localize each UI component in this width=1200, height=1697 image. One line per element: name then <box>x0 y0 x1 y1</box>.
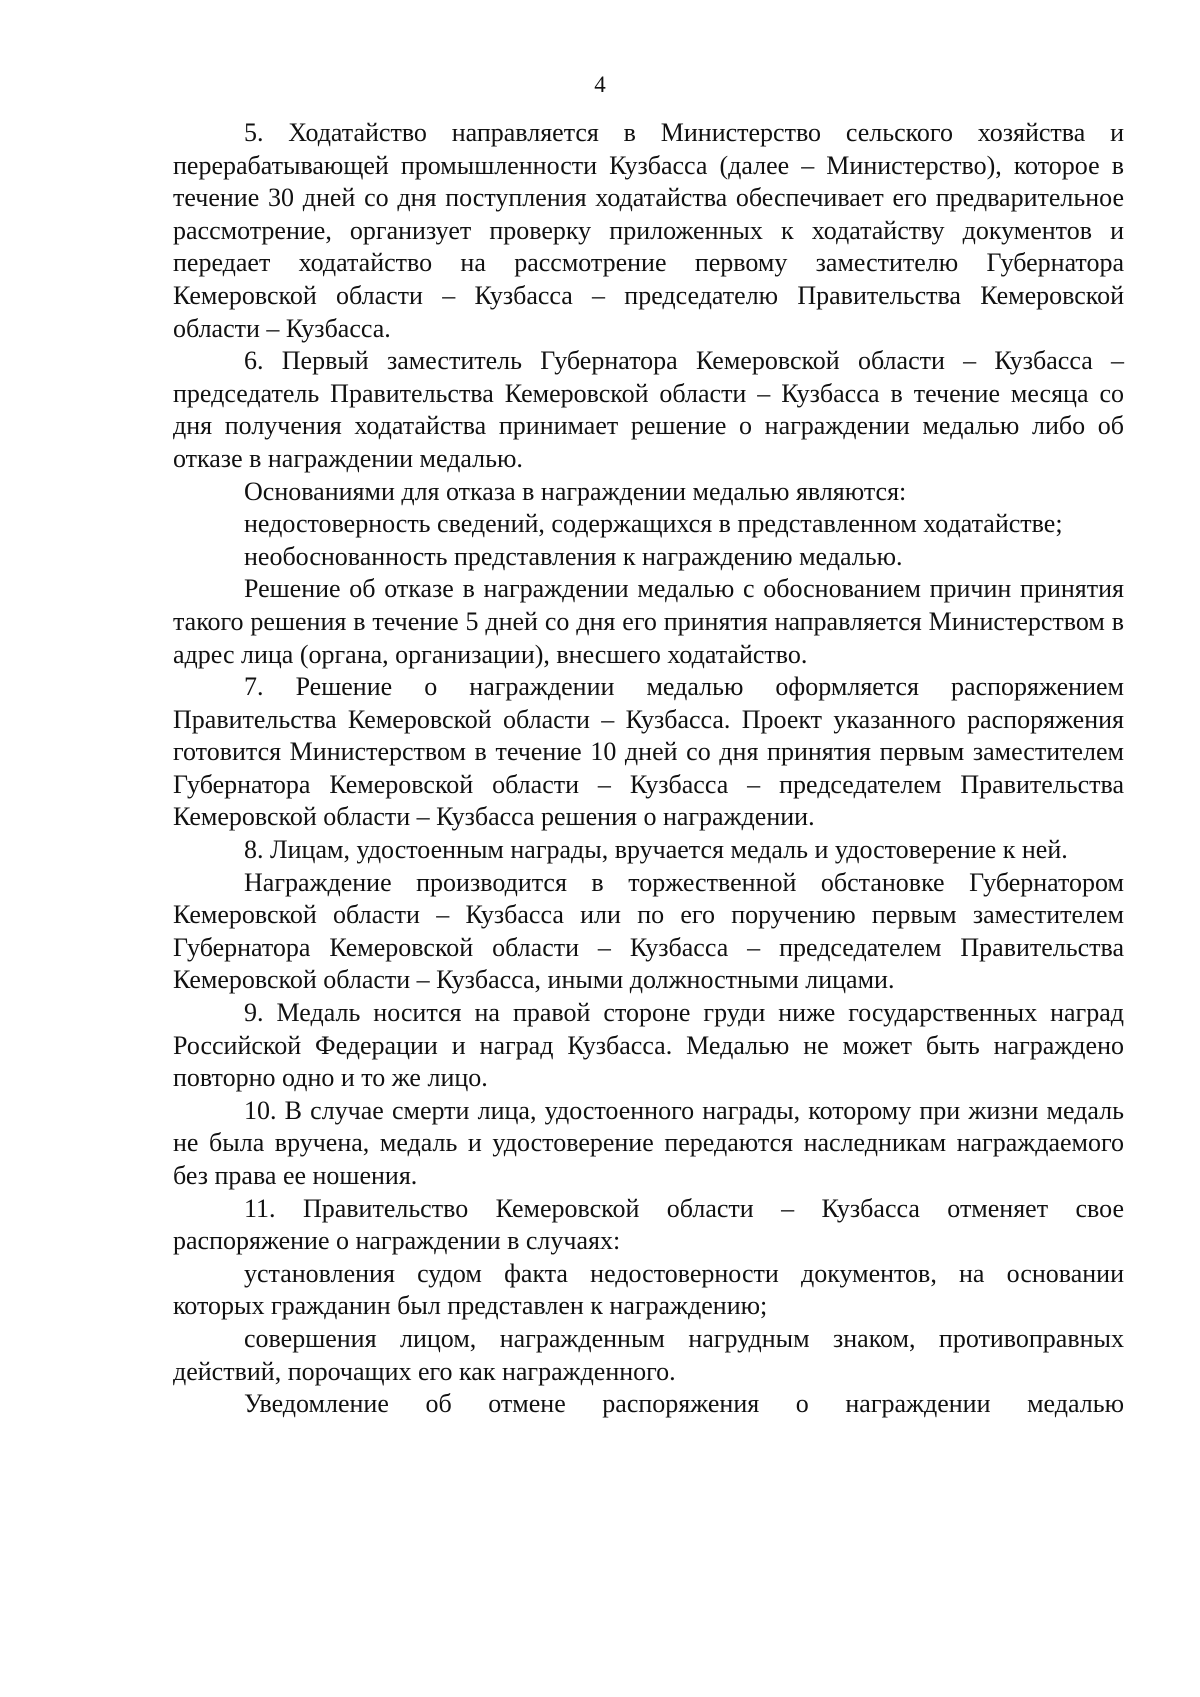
paragraph-item-5: 5. Ходатайство направляется в Министерство сельского хозяйства и перерабатывающей промышленности Кузбасса (далее – Министерство), которое в течение 30 дней со дня поступления ходатайства обеспечивает его предварительное рассмотрение, организует проверку приложенных к ходатайству документов и передает ходатайство на рассмотрение первому заместителю Губернатора Кемеровской области – Кузбасса – председателю Правительства Кемеровской области – Кузбасса. <box>173 118 1124 343</box>
paragraph-revocation-case-1: установления судом факта недостоверности документов, на основании которых гражданин был представлен к награждению; <box>173 1258 1124 1321</box>
paragraph-item-10: 10. В случае смерти лица, удостоенного награды, которому при жизни медаль не была вручена, медаль и удостоверение передаются наследникам награждаемого без права ее ношения. <box>173 1095 1124 1190</box>
document-body <box>173 117 1124 1421</box>
page-number: 4 <box>594 72 606 97</box>
paragraph-award-ceremony: Награждение производится в торжественной обстановке Губернатором Кемеровской области – Кузбасса или по его поручению первым заместителем Губернатора Кемеровской области – Кузбасса – председателем Правительства Кемеровской области – Кузбасса, иными должностными лицами. <box>173 867 1124 995</box>
paragraph-revocation-case-2: совершения лицом, награжденным нагрудным знаком, противоправных действий, порочащих его как награжденного. <box>173 1323 1124 1386</box>
paragraph-refusal-ground-1: недостоверность сведений, содержащихся в представленном ходатайстве; <box>244 509 1063 539</box>
paragraph-refusal-decision: Решение об отказе в награждении медалью с обоснованием причин принятия такого решения в течение 5 дней со дня его принятия направляется Министерством в адрес лица (органа, организации), внесшего ходатайство. <box>173 574 1124 669</box>
paragraph-item-9: 9. Медаль носится на правой стороне груди ниже государственных наград Российской Федерации и наград Кузбасса. Медалью не может быть награждено повторно одно и то же лицо. <box>173 998 1124 1093</box>
paragraph-item-6: 6. Первый заместитель Губернатора Кемеровской области – Кузбасса – председатель Правительства Кемеровской области – Кузбасса в течение месяца со дня получения ходатайства принимает решение о награждении медалью либо об отказе в награждении медалью. <box>173 346 1124 473</box>
paragraph-item-7: 7. Решение о награждении медалью оформляется распоряжением Правительства Кемеровской области – Кузбасса. Проект указанного распоряжения готовится Министерством в течение 10 дней со дня принятия первым заместителем Губернатора Кемеровской области – Кузбасса – председателем Правительства Кемеровской области – Кузбасса решения о награждении. <box>173 672 1124 832</box>
paragraph-notification: Уведомление об отмене распоряжения о награждении медалью <box>244 1389 1124 1419</box>
paragraph-refusal-grounds: Основаниями для отказа в награждении медалью являются: <box>244 476 907 506</box>
paragraph-refusal-ground-2: необоснованность представления к награждению медалью. <box>244 541 903 571</box>
paragraph-item-11: 11. Правительство Кемеровской области – Кузбасса отменяет свое распоряжение о награждении в случаях: <box>173 1193 1124 1256</box>
paragraph-item-8: 8. Лицам, удостоенным награды, вручается медаль и удостоверение к ней. <box>244 835 1068 865</box>
